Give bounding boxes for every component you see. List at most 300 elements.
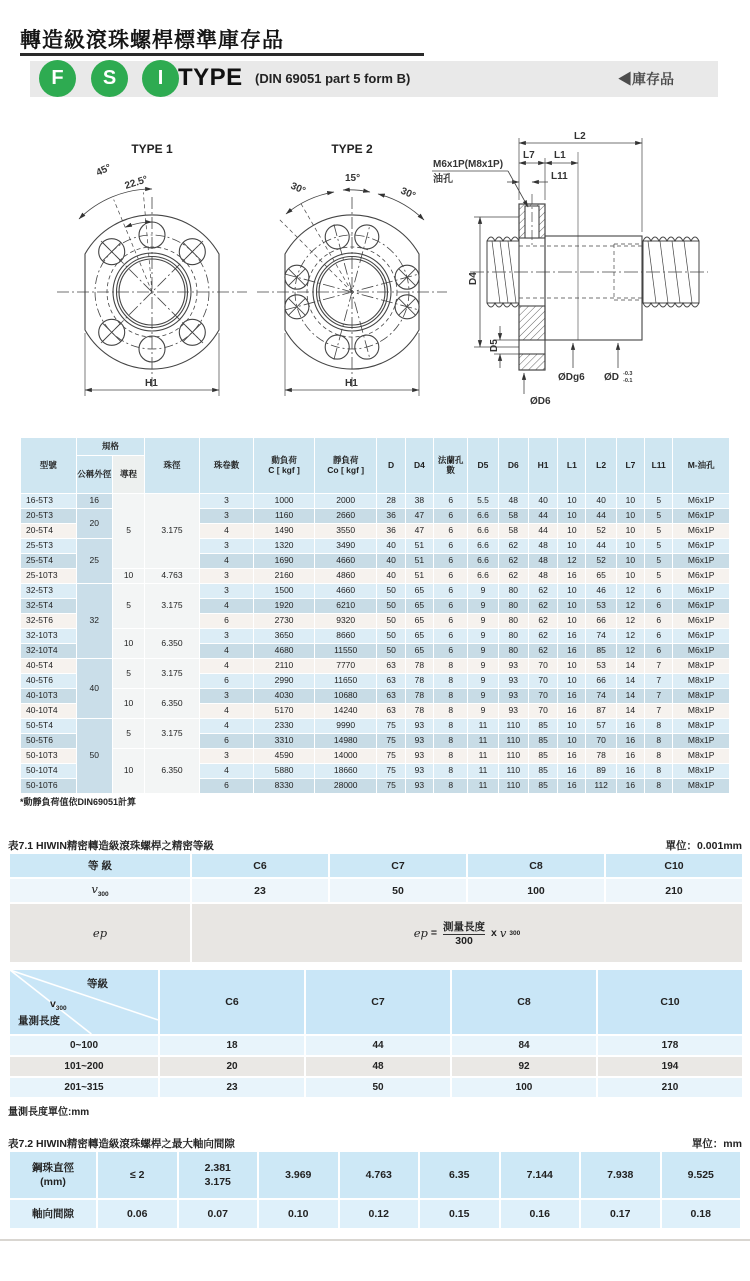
table-cell: 3.175 [145,659,200,689]
table-cell: 16 [616,779,644,794]
table72-unit: 單位：mm [691,1138,742,1150]
table-cell: 74 [586,629,616,644]
table-cell: 1000 [254,494,315,509]
table-cell: 93 [498,689,528,704]
table-cell: 14240 [314,704,377,719]
logo-letter: F [51,67,64,89]
table-cell: 4.763 [339,1151,420,1199]
table-cell: 3 [199,569,254,584]
spec-table-body [21,494,730,794]
table-cell: 10 [616,494,644,509]
table-cell: 4 [199,644,254,659]
table-cell: 8 [434,734,468,749]
len-table-footer: 量測長度單位:mm [8,1107,90,1118]
table-cell: 6.6 [468,539,498,554]
table-cell: 11650 [314,674,377,689]
table-cell: 1920 [254,599,315,614]
table-cell: 80 [498,629,528,644]
d4-dimension-label: D4 [468,272,479,285]
table-cell: 5 [645,539,673,554]
table-cell: 4 [199,659,254,674]
len-table-body [9,1035,743,1098]
logo-circle-i [142,60,179,97]
table-cell: 80 [498,599,528,614]
table-cell: 50 [305,1077,451,1098]
table-cell: 3 [199,689,254,704]
table-cell: M6x1P [673,584,730,599]
table-cell: 6 [434,569,468,584]
table-cell: 7 [645,674,673,689]
table-cell: 4590 [254,749,315,764]
table-cell: 1500 [254,584,315,599]
table-cell: 1690 [254,554,315,569]
logo-circle-f [39,60,76,97]
d-tolerance-lower: -0.1 [623,378,633,384]
table-cell: 9 [468,674,498,689]
table-cell: 16 [558,644,586,659]
table-cell: 6 [434,539,468,554]
table-cell: 12 [616,629,644,644]
table-cell: 12 [616,584,644,599]
table-cell: M6x1P [673,509,730,524]
l11-dimension-label: L11 [551,171,568,182]
d-diameter-label: ØD [604,372,619,383]
table-cell: 93 [405,779,433,794]
table-cell: 3 [199,509,254,524]
table-cell: 10 [616,569,644,584]
table-cell: 7 [645,689,673,704]
type-label: TYPE [178,64,243,91]
type2-front-view [257,142,447,396]
grade-c8: C8 [467,853,605,878]
table-cell: 2110 [254,659,315,674]
table-cell: 11 [468,734,498,749]
table-cell: 51 [405,569,433,584]
table-cell: 48 [498,494,528,509]
table-cell: 3490 [314,539,377,554]
table-cell: 65 [405,614,433,629]
table-cell: 4 [199,524,254,539]
table-cell: 16 [76,494,112,509]
table-cell: 16-5T3 [21,494,77,509]
spec-table-row [21,689,730,704]
table-cell: 16 [616,749,644,764]
table-cell: 5 [645,509,673,524]
table-cell: 3550 [314,524,377,539]
table-cell: 10680 [314,689,377,704]
table-cell: 6.350 [145,629,200,659]
table-cell: 32-5T4 [21,599,77,614]
len-grade-c8: C8 [451,969,597,1035]
spec-table-row [21,719,730,734]
table-cell: 25-10T3 [21,569,77,584]
table-cell: 58 [498,509,528,524]
table-cell: 3.175 [145,719,200,749]
table-cell: 5 [112,659,144,689]
table-cell: 8 [434,719,468,734]
table-cell: M8x1P [673,704,730,719]
table-cell: 70 [586,734,616,749]
table-cell: 1160 [254,509,315,524]
table-cell: M6x1P [673,554,730,569]
title-underline [20,53,424,56]
col-header-spec: 規格 [76,438,145,456]
table-cell: 5 [645,554,673,569]
corner-v300-label: $v_{300}$ [49,998,67,1013]
table-cell: ≤ 2 [97,1151,178,1199]
table-cell: 93 [405,749,433,764]
table-cell: 3 [199,494,254,509]
table-cell: 6 [645,614,673,629]
table-cell: 65 [405,629,433,644]
table-cell: 110 [498,749,528,764]
table-cell: 6 [434,644,468,659]
table-cell: 62 [528,644,557,659]
table-cell: 0.06 [97,1199,178,1229]
table-cell: 28 [377,494,405,509]
v300-c6: 23 [191,878,329,903]
table-cell: 40-5T6 [21,674,77,689]
table-cell: 84 [451,1035,597,1056]
table-cell: 9 [468,659,498,674]
table-cell: 40 [76,659,112,719]
table-cell: 93 [405,764,433,779]
table-cell: 48 [528,554,557,569]
table-cell: 70 [528,689,557,704]
table-cell: 6 [645,629,673,644]
col-header-d: D [377,438,405,494]
table72-title: 表7.2 HIWIN精密轉造級滾珠螺桿之最大軸向間隙 [8,1138,235,1150]
table-cell: 66 [586,674,616,689]
table-cell: 11 [468,719,498,734]
table-cell: 50-10T4 [21,764,77,779]
table-cell: 9320 [314,614,377,629]
table-cell: 8 [434,764,468,779]
table-cell: 80 [498,584,528,599]
table-cell: 6 [434,629,468,644]
table-cell: 80 [498,644,528,659]
table-cell: 62 [498,539,528,554]
table-cell: 8 [645,719,673,734]
table-cell: 3 [199,629,254,644]
table-cell: 6 [434,524,468,539]
table-cell: 51 [405,554,433,569]
corner-header-cell [9,969,159,1035]
table-cell: 14980 [314,734,377,749]
table-cell: 4.763 [145,569,200,584]
table-cell: 194 [597,1056,743,1077]
table-cell: 10 [558,659,586,674]
table-cell: 11 [468,779,498,794]
table-cell: 9990 [314,719,377,734]
table-cell: 25-5T3 [21,539,77,554]
table-cell: 52 [586,524,616,539]
table-cell: 32-10T4 [21,644,77,659]
table-cell: 85 [528,749,557,764]
table-cell: 20 [76,509,112,539]
table-cell: 78 [405,674,433,689]
table-cell: 52 [586,554,616,569]
len-grade-c10: C10 [597,969,743,1035]
table-cell: M8x1P [673,659,730,674]
table-cell: 50-5T6 [21,734,77,749]
col-header-l7: L7 [616,438,644,494]
logo-letter: I [157,67,164,89]
table-cell: 5 [112,584,144,629]
table-cell: 10 [112,689,144,719]
table-cell: 10 [112,749,144,794]
corner-grade-label: 等級 [86,978,108,990]
table-cell: 50 [377,584,405,599]
table-cell: 50 [377,614,405,629]
table-cell: 8 [645,779,673,794]
table-cell: 44 [528,524,557,539]
table-cell: 32 [76,584,112,659]
table-cell: 75 [377,764,405,779]
table-cell: 20-5T4 [21,524,77,539]
table-cell: 9 [468,599,498,614]
grade-row-label: 等 級 [9,853,191,878]
table-cell: M6x1P [673,494,730,509]
table-cell: 6 [199,734,254,749]
col-header-static-load: 靜負荷 Co [ kgf ] [314,438,377,494]
table-cell: 12 [616,614,644,629]
table-cell: 3 [199,749,254,764]
table-cell: 10 [558,524,586,539]
type2-title: TYPE 2 [331,142,373,156]
table-cell: 40 [528,494,557,509]
table-cell: 0.17 [580,1199,661,1229]
angle-225-label: 22.5° [123,174,150,192]
table-cell: 44 [528,509,557,524]
table-cell: 32-10T3 [21,629,77,644]
col-header-oil-hole: M-油孔 [673,438,730,494]
table-cell: 10 [558,734,586,749]
t72-body [9,1151,741,1229]
bottom-rule [0,1239,750,1241]
logo-letter: S [102,67,117,89]
table-cell: M8x1P [673,779,730,794]
table-cell: 4660 [314,584,377,599]
table-cell: 80 [498,614,528,629]
table-cell: 65 [405,599,433,614]
table-cell: 9 [468,704,498,719]
table-cell: 110 [498,779,528,794]
angle-30l-label: 30° [288,180,308,197]
table-cell: 16 [558,704,586,719]
table-cell: 0~100 [9,1035,159,1056]
precision-grade-table [8,852,744,964]
grade-c6: C6 [191,853,329,878]
table-cell: 63 [377,674,405,689]
stock-indicator [618,69,674,89]
table-cell: 50-10T6 [21,779,77,794]
angle-15-label: 15° [345,173,361,184]
table71-title: 表7.1 HIWIN精密轉造級滾珠螺桿之精密等級 [8,840,214,852]
table-cell: 6 [645,644,673,659]
table-cell: 18 [159,1035,305,1056]
table-cell: 3 [199,539,254,554]
table-cell: 50-5T4 [21,719,77,734]
table-cell: 10 [558,674,586,689]
table-cell: 7 [645,659,673,674]
col-header-model: 型號 [21,438,77,494]
table-cell: 36 [377,524,405,539]
table-cell: 112 [586,779,616,794]
table-cell: 93 [498,674,528,689]
ep-formula: ep = $\frac{\text{測量長度}}{300}$ x v 300 [413,921,521,947]
table-cell: 3 [199,584,254,599]
table-cell: 85 [528,719,557,734]
corner-length-label: 量測長度 [18,1015,60,1027]
table-cell: 軸向間隙 [9,1199,97,1229]
table-cell: 5170 [254,704,315,719]
table-cell: 57 [586,719,616,734]
table-cell: 93 [498,704,528,719]
table-cell: 10 [558,509,586,524]
col-header-l2: L2 [586,438,616,494]
table-cell: 85 [528,779,557,794]
table-cell: 14 [616,659,644,674]
table-cell: 53 [586,659,616,674]
table-cell: 16 [558,689,586,704]
table-cell: 14 [616,674,644,689]
grade-c10: C10 [605,853,743,878]
spec-table-row [21,659,730,674]
table-cell: 51 [405,539,433,554]
table-cell: 4030 [254,689,315,704]
len-table-row [9,1077,743,1098]
table-cell: M6x1P [673,614,730,629]
table-cell: 9 [468,629,498,644]
table-cell: 78 [405,689,433,704]
col-header-outer-dia: 公稱外徑 [76,456,112,494]
table-cell: 4 [199,599,254,614]
col-header-d5: D5 [468,438,498,494]
table-cell: 16 [558,569,586,584]
table-cell: 10 [616,554,644,569]
table-cell: M8x1P [673,734,730,749]
table-cell: 11550 [314,644,377,659]
col-header-ball-dia: 珠徑 [145,438,200,494]
table-cell: 6 [645,584,673,599]
table-cell: 0.15 [419,1199,500,1229]
col-header-d6: D6 [498,438,528,494]
table-cell: 8 [434,749,468,764]
table-cell: 62 [528,599,557,614]
table-cell: 75 [377,719,405,734]
table-cell: 6 [434,584,468,599]
table-cell: 8 [434,689,468,704]
table-cell: 9 [468,644,498,659]
load-note: *動靜負荷值依DIN69051計算 [20,797,137,807]
col-header-dynamic-load: 動負荷 C [ kgf ] [254,438,315,494]
d5-dimension-label: D5 [489,339,500,352]
table-cell: 鋼珠直徑 (mm) [9,1151,97,1199]
table-cell: 14 [616,704,644,719]
col-header-flange-holes: 法蘭孔數 [434,438,468,494]
col-header-l1: L1 [558,438,586,494]
v300-row-label: $v_{300}$ [9,878,191,903]
table-cell: 11 [468,764,498,779]
table-cell: 6210 [314,599,377,614]
table-cell: 10 [112,569,144,584]
col-header-d4: D4 [405,438,433,494]
table-cell: 16 [558,764,586,779]
angle-45-label: 45° [94,162,113,179]
table-cell: 10 [616,524,644,539]
table-cell: 12 [616,599,644,614]
table-cell: 1320 [254,539,315,554]
table-cell: 6.35 [419,1151,500,1199]
table-cell: 66 [586,614,616,629]
type-spec: (DIN 69051 part 5 form B) [255,71,411,86]
table-cell: 6 [199,674,254,689]
table-cell: 3.175 [145,494,200,569]
l2-dimension-label: L2 [574,131,586,142]
table-cell: 2160 [254,569,315,584]
v300-c8: 100 [467,878,605,903]
table-cell: 87 [586,704,616,719]
table-cell: 8 [434,779,468,794]
spec-table-row [21,749,730,764]
table-cell: 2000 [314,494,377,509]
page-title: 轉造級滾珠螺桿標準庫存品 [20,29,284,52]
table-cell: 10 [616,509,644,524]
table-cell: 7 [645,704,673,719]
table-cell: 6 [434,509,468,524]
type1-front-view [57,142,247,396]
table-cell: 10 [558,614,586,629]
table-cell: 6 [434,494,468,509]
table-cell: 63 [377,704,405,719]
table-cell: 78 [586,749,616,764]
table-cell: 50-10T3 [21,749,77,764]
table-cell: 5880 [254,764,315,779]
table-cell: 4680 [254,644,315,659]
h1-dimension-label: H1 [145,378,158,389]
left-triangle-icon: ◀ [618,71,632,87]
table-cell: 0.07 [178,1199,259,1229]
table-cell: 16 [558,779,586,794]
table-cell: 110 [498,764,528,779]
h1-dimension-label: H1 [345,378,358,389]
v300-c10: 210 [605,878,743,903]
side-section-view [432,131,708,407]
type1-title: TYPE 1 [131,142,173,156]
table-cell: 4660 [314,554,377,569]
table-cell: 78 [405,659,433,674]
table-cell: 14 [616,689,644,704]
col-header-lead: 導程 [112,456,144,494]
table-cell: 6 [434,599,468,614]
table-cell: 4 [199,554,254,569]
table-cell: 2730 [254,614,315,629]
table-cell: 75 [377,734,405,749]
table-cell: 4 [199,719,254,734]
table-cell: 178 [597,1035,743,1056]
table-cell: 75 [377,749,405,764]
table-cell: 85 [586,644,616,659]
table-cell: 8660 [314,629,377,644]
table-cell: 5 [112,494,144,569]
table-cell: 16 [616,764,644,779]
table-cell: 7.144 [500,1151,581,1199]
table-cell: M6x1P [673,644,730,659]
table-cell: 10 [112,629,144,659]
table-cell: 62 [528,614,557,629]
table-cell: 53 [586,599,616,614]
